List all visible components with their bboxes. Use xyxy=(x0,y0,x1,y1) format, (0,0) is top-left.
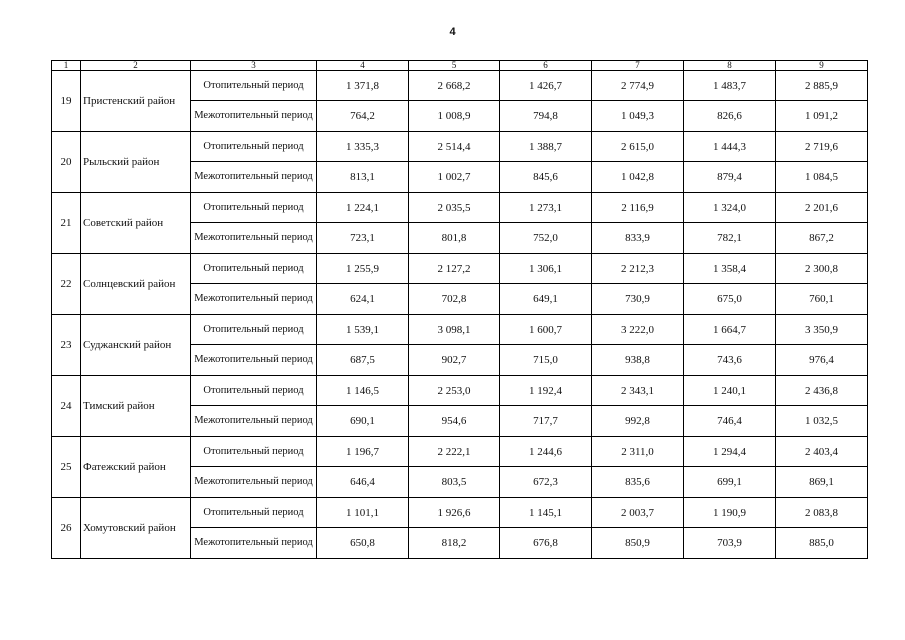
value-cell: 715,0 xyxy=(500,345,592,376)
value-cell: 723,1 xyxy=(317,223,409,254)
value-cell: 649,1 xyxy=(500,284,592,315)
value-cell: 1 358,4 xyxy=(684,254,776,284)
value-cell: 2 300,8 xyxy=(776,254,868,284)
value-cell: 826,6 xyxy=(684,101,776,132)
value-cell: 813,1 xyxy=(317,162,409,193)
value-cell: 1 335,3 xyxy=(317,132,409,162)
value-cell: 717,7 xyxy=(500,406,592,437)
value-cell: 1 244,6 xyxy=(500,437,592,467)
value-cell: 760,1 xyxy=(776,284,868,315)
value-cell: 2 615,0 xyxy=(592,132,684,162)
value-cell: 676,8 xyxy=(500,528,592,559)
district-name: Пристенский район xyxy=(81,71,191,132)
value-cell: 1 294,4 xyxy=(684,437,776,467)
value-cell: 1 388,7 xyxy=(500,132,592,162)
value-cell: 976,4 xyxy=(776,345,868,376)
district-name: Солнцевский район xyxy=(81,254,191,315)
table-row xyxy=(52,193,868,223)
period-label: Отопительный период xyxy=(191,71,317,101)
value-cell: 624,1 xyxy=(317,284,409,315)
value-cell: 1 273,1 xyxy=(500,193,592,223)
period-label: Межотопительный период xyxy=(191,528,317,559)
value-cell: 1 146,5 xyxy=(317,376,409,406)
value-cell: 835,6 xyxy=(592,467,684,498)
column-header: 7 xyxy=(592,61,684,71)
value-cell: 1 255,9 xyxy=(317,254,409,284)
value-cell: 730,9 xyxy=(592,284,684,315)
row-number: 21 xyxy=(52,193,81,254)
value-cell: 764,2 xyxy=(317,101,409,132)
period-label: Отопительный период xyxy=(191,193,317,223)
value-cell: 2 311,0 xyxy=(592,437,684,467)
value-cell: 2 127,2 xyxy=(409,254,500,284)
value-cell: 867,2 xyxy=(776,223,868,254)
value-cell: 650,8 xyxy=(317,528,409,559)
column-header: 9 xyxy=(776,61,868,71)
value-cell: 1 371,8 xyxy=(317,71,409,101)
value-cell: 703,9 xyxy=(684,528,776,559)
value-cell: 1 306,1 xyxy=(500,254,592,284)
column-header: 5 xyxy=(409,61,500,71)
value-cell: 833,9 xyxy=(592,223,684,254)
district-name: Суджанский район xyxy=(81,315,191,376)
value-cell: 1 190,9 xyxy=(684,498,776,528)
value-cell: 850,9 xyxy=(592,528,684,559)
value-cell: 1 196,7 xyxy=(317,437,409,467)
value-cell: 2 668,2 xyxy=(409,71,500,101)
period-label: Межотопительный период xyxy=(191,162,317,193)
row-number: 26 xyxy=(52,498,81,559)
district-name: Тимский район xyxy=(81,376,191,437)
value-cell: 1 224,1 xyxy=(317,193,409,223)
table-row xyxy=(52,71,868,101)
value-cell: 938,8 xyxy=(592,345,684,376)
value-cell: 1 192,4 xyxy=(500,376,592,406)
column-header: 6 xyxy=(500,61,592,71)
value-cell: 2 116,9 xyxy=(592,193,684,223)
district-name: Фатежский район xyxy=(81,437,191,498)
value-cell: 702,8 xyxy=(409,284,500,315)
value-cell: 2 035,5 xyxy=(409,193,500,223)
column-header: 2 xyxy=(81,61,191,71)
value-cell: 675,0 xyxy=(684,284,776,315)
row-number: 19 xyxy=(52,71,81,132)
value-cell: 3 350,9 xyxy=(776,315,868,345)
value-cell: 1 539,1 xyxy=(317,315,409,345)
value-cell: 1 444,3 xyxy=(684,132,776,162)
column-header: 3 xyxy=(191,61,317,71)
value-cell: 879,4 xyxy=(684,162,776,193)
value-cell: 1 008,9 xyxy=(409,101,500,132)
table-row xyxy=(52,437,868,467)
district-name: Рыльский район xyxy=(81,132,191,193)
value-cell: 818,2 xyxy=(409,528,500,559)
value-cell: 992,8 xyxy=(592,406,684,437)
value-cell: 845,6 xyxy=(500,162,592,193)
value-cell: 1 042,8 xyxy=(592,162,684,193)
value-cell: 1 084,5 xyxy=(776,162,868,193)
column-header: 4 xyxy=(317,61,409,71)
value-cell: 794,8 xyxy=(500,101,592,132)
value-cell: 1 145,1 xyxy=(500,498,592,528)
value-cell: 3 098,1 xyxy=(409,315,500,345)
column-header: 8 xyxy=(684,61,776,71)
period-label: Отопительный период xyxy=(191,376,317,406)
table-row xyxy=(52,376,868,406)
value-cell: 1 101,1 xyxy=(317,498,409,528)
value-cell: 1 600,7 xyxy=(500,315,592,345)
value-cell: 885,0 xyxy=(776,528,868,559)
period-label: Отопительный период xyxy=(191,315,317,345)
row-number: 20 xyxy=(52,132,81,193)
page-number: 4 xyxy=(449,26,456,38)
period-label: Межотопительный период xyxy=(191,101,317,132)
value-cell: 2 222,1 xyxy=(409,437,500,467)
value-cell: 869,1 xyxy=(776,467,868,498)
value-cell: 2 719,6 xyxy=(776,132,868,162)
value-cell: 752,0 xyxy=(500,223,592,254)
value-cell: 1 002,7 xyxy=(409,162,500,193)
value-cell: 672,3 xyxy=(500,467,592,498)
value-cell: 2 885,9 xyxy=(776,71,868,101)
value-cell: 699,1 xyxy=(684,467,776,498)
value-cell: 3 222,0 xyxy=(592,315,684,345)
value-cell: 1 426,7 xyxy=(500,71,592,101)
tariff-table xyxy=(51,60,868,559)
value-cell: 1 324,0 xyxy=(684,193,776,223)
row-number: 23 xyxy=(52,315,81,376)
period-label: Межотопительный период xyxy=(191,467,317,498)
period-label: Межотопительный период xyxy=(191,223,317,254)
value-cell: 646,4 xyxy=(317,467,409,498)
value-cell: 743,6 xyxy=(684,345,776,376)
value-cell: 1 032,5 xyxy=(776,406,868,437)
value-cell: 746,4 xyxy=(684,406,776,437)
table-row xyxy=(52,254,868,284)
table-row xyxy=(52,315,868,345)
period-label: Отопительный период xyxy=(191,254,317,284)
period-label: Межотопительный период xyxy=(191,406,317,437)
period-label: Межотопительный период xyxy=(191,345,317,376)
value-cell: 782,1 xyxy=(684,223,776,254)
value-cell: 2 343,1 xyxy=(592,376,684,406)
row-number: 22 xyxy=(52,254,81,315)
value-cell: 803,5 xyxy=(409,467,500,498)
row-number: 25 xyxy=(52,437,81,498)
value-cell: 1 049,3 xyxy=(592,101,684,132)
district-name: Хомутовский район xyxy=(81,498,191,559)
table-row xyxy=(52,498,868,528)
value-cell: 690,1 xyxy=(317,406,409,437)
period-label: Отопительный период xyxy=(191,498,317,528)
value-cell: 1 926,6 xyxy=(409,498,500,528)
value-cell: 2 403,4 xyxy=(776,437,868,467)
value-cell: 2 514,4 xyxy=(409,132,500,162)
column-header: 1 xyxy=(52,61,81,71)
value-cell: 2 003,7 xyxy=(592,498,684,528)
value-cell: 2 436,8 xyxy=(776,376,868,406)
value-cell: 687,5 xyxy=(317,345,409,376)
header-row xyxy=(52,61,868,71)
value-cell: 1 483,7 xyxy=(684,71,776,101)
value-cell: 2 083,8 xyxy=(776,498,868,528)
value-cell: 2 253,0 xyxy=(409,376,500,406)
value-cell: 801,8 xyxy=(409,223,500,254)
period-label: Межотопительный период xyxy=(191,284,317,315)
value-cell: 902,7 xyxy=(409,345,500,376)
value-cell: 1 091,2 xyxy=(776,101,868,132)
value-cell: 2 774,9 xyxy=(592,71,684,101)
value-cell: 1 240,1 xyxy=(684,376,776,406)
value-cell: 954,6 xyxy=(409,406,500,437)
value-cell: 2 201,6 xyxy=(776,193,868,223)
district-name: Советский район xyxy=(81,193,191,254)
row-number: 24 xyxy=(52,376,81,437)
table-row xyxy=(52,132,868,162)
period-label: Отопительный период xyxy=(191,437,317,467)
value-cell: 2 212,3 xyxy=(592,254,684,284)
period-label: Отопительный период xyxy=(191,132,317,162)
value-cell: 1 664,7 xyxy=(684,315,776,345)
